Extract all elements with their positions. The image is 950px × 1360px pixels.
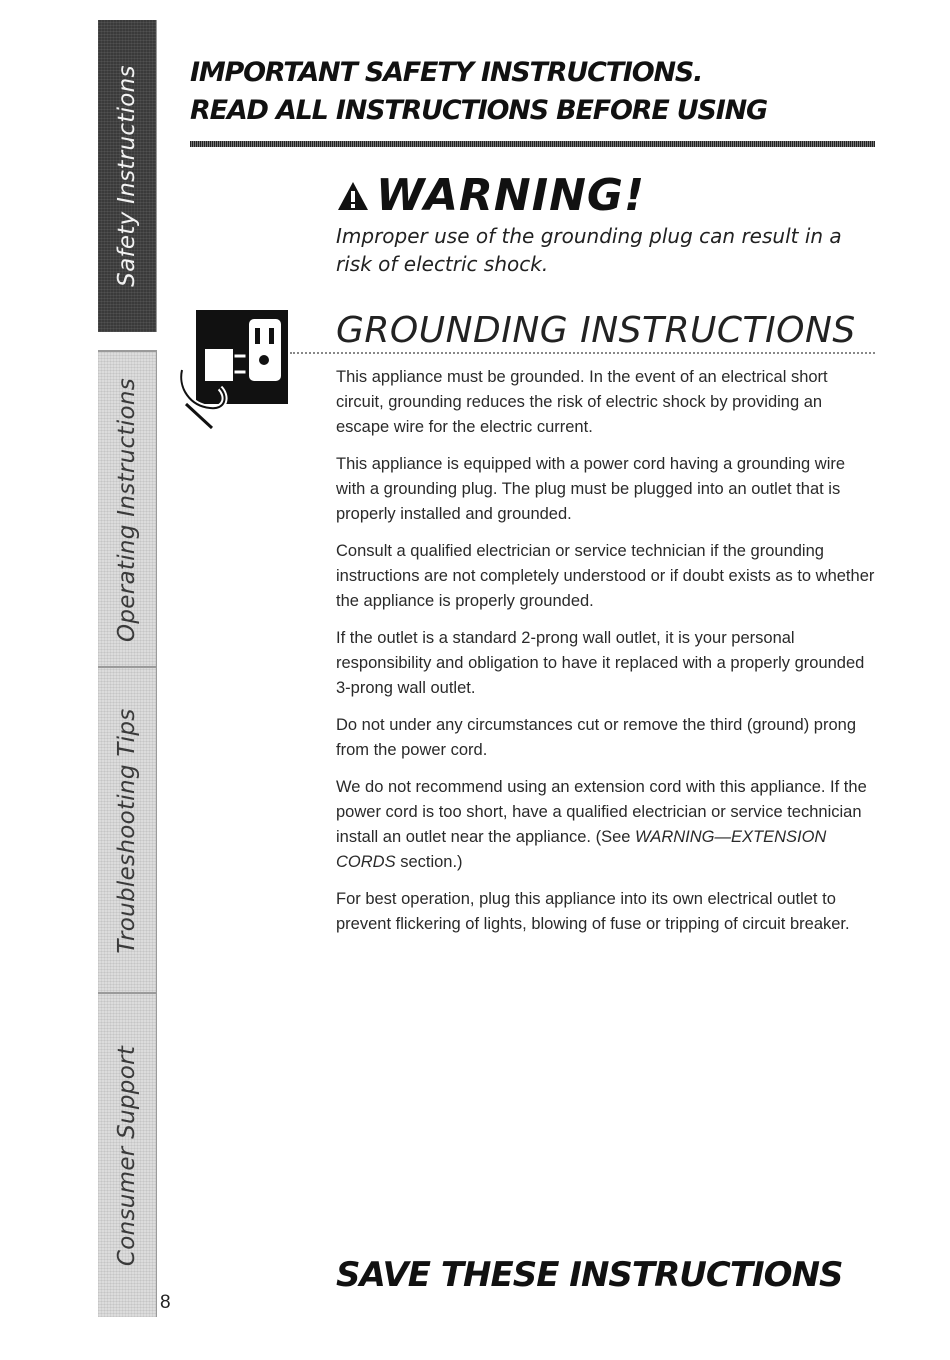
- tab-troubleshooting-tips[interactable]: [98, 666, 157, 994]
- tab-operating-instructions[interactable]: [98, 350, 157, 668]
- page-header: [190, 54, 875, 130]
- paragraph: Do not under any circumstances cut or remove the third (ground) prong from the power cord.: [336, 716, 857, 759]
- paragraph-extension: [336, 775, 876, 875]
- tab-label: Safety Instructions: [114, 65, 140, 287]
- warning-triangle-icon: [336, 180, 370, 212]
- paragraph: This appliance must be grounded. In the event of an electrical short circuit, grounding reduces the risk of electric shock by providing an escape wire for the electric current.: [336, 368, 828, 436]
- tab-safety-instructions[interactable]: [98, 20, 157, 332]
- paragraph: For best operation, plug this appliance into its own electrical outlet to prevent flickering of lights, blowing of fuse or tripping of circuit breaker.: [336, 890, 850, 933]
- warning-heading: [336, 168, 645, 224]
- section-divider: [290, 352, 875, 354]
- extension-suffix: section.): [400, 853, 463, 871]
- page-number: 8: [160, 1292, 171, 1313]
- paragraph: If the outlet is a standard 2-prong wall outlet, it is your personal responsibility and obligation to have it replaced with a properly grounded 3-prong wall outlet.: [336, 629, 865, 697]
- tab-label: Operating Instructions: [114, 378, 140, 642]
- side-tabs: [98, 20, 156, 1315]
- grounding-plug-icon: [176, 308, 290, 430]
- warning-title: WARNING!: [376, 170, 646, 221]
- paragraph: Consult a qualified electrician or service technician if the grounding instructions are not completely understood or if doubt exists as to whether the appliance is properly grounded.: [336, 542, 875, 610]
- paragraph: This appliance is equipped with a power cord having a grounding wire with a grounding plug. The plug must be plugged into an outlet that is properly installed and grounded.: [336, 455, 846, 523]
- extension-text: We do not recommend using an extension cord with this appliance. If the power cord is too short, have a qualified electrician or service technician install an outlet near the appliance. (See: [336, 778, 867, 846]
- grounding-body: [336, 365, 876, 949]
- tab-consumer-support[interactable]: [98, 992, 157, 1317]
- extension-reference: WARNING—EXTENSION CORDS: [336, 828, 827, 871]
- header-line-1: IMPORTANT SAFETY INSTRUCTIONS.: [190, 57, 703, 88]
- header-divider: [190, 141, 875, 147]
- warning-text: Improper use of the grounding plug can result in a risk of electric shock.: [336, 224, 842, 276]
- grounding-heading: GROUNDING INSTRUCTIONS: [336, 310, 856, 351]
- tab-label: Consumer Support: [114, 1045, 140, 1266]
- tab-label: Troubleshooting Tips: [114, 708, 140, 954]
- save-instructions-heading: SAVE THESE INSTRUCTIONS: [336, 1255, 843, 1295]
- header-line-2: READ ALL INSTRUCTIONS BEFORE USING: [190, 95, 767, 126]
